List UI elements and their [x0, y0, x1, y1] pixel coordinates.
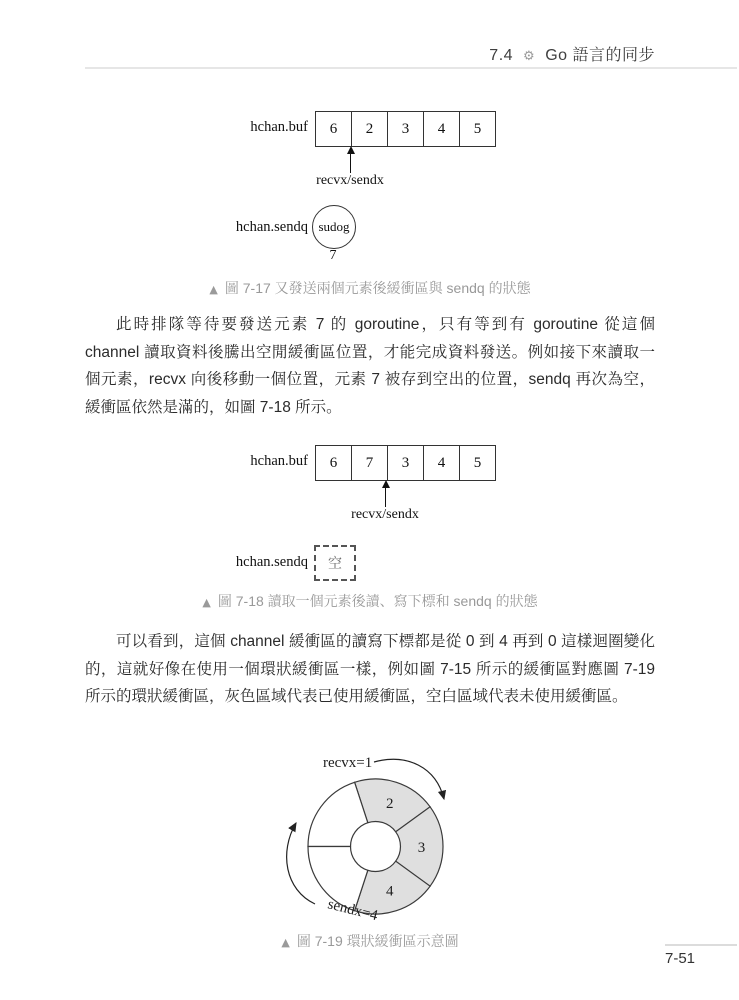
- triangle-icon: ▲: [281, 936, 290, 949]
- triangle-icon: ▲: [202, 596, 211, 609]
- sendq-label: hchan.sendq: [235, 554, 308, 570]
- buffer-cell: 6: [315, 111, 352, 147]
- sudog-value: 7: [329, 248, 337, 263]
- pointer-label: recvx/sendx: [351, 507, 419, 522]
- triangle-icon: ▲: [209, 283, 218, 296]
- sendq-empty-box: 空: [314, 545, 356, 581]
- caption-text: 圖 7-17 又發送兩個元素後緩衝區與 sendq 的狀態: [224, 280, 531, 296]
- recvx-label: recvx=1: [323, 755, 373, 771]
- figure-caption: [85, 931, 655, 951]
- ring-buffer-diagram: [255, 748, 495, 928]
- buffer-cell: 5: [459, 111, 496, 147]
- sudog-node: sudog: [312, 205, 356, 249]
- footer-rule: [665, 944, 737, 946]
- caption-text: 圖 7-18 讀取一個元素後讀、寫下標和 sendq 的狀態: [217, 593, 538, 609]
- pointer-label: recvx/sendx: [316, 173, 384, 188]
- figure-caption: [85, 591, 655, 611]
- gear-icon: ⚙: [523, 49, 536, 64]
- buffer-label: hchan.buf: [250, 453, 308, 469]
- ring-segment-label: 2: [385, 796, 394, 812]
- section-number: 7.4: [489, 47, 514, 64]
- ring-segment-label: 4: [385, 883, 394, 900]
- pointer-arrow-icon: [350, 146, 351, 173]
- header-rule: [85, 67, 737, 69]
- buffer-cell: 7: [351, 445, 388, 481]
- buffer-cell: 5: [459, 445, 496, 481]
- buffer-cells: [315, 445, 496, 481]
- buffer-cell: 4: [423, 111, 460, 147]
- caption-text: 圖 7-19 環狀緩衝區示意圖: [296, 933, 459, 949]
- buffer-cells: [315, 111, 496, 147]
- ring-segment-label: 3: [417, 840, 426, 856]
- sendq-label: hchan.sendq: [235, 219, 308, 235]
- figure-caption: [85, 278, 655, 298]
- body-paragraph: 可以看到，這個 channel 緩衝區的讀寫下標都是從 0 到 4 再到 0 這樣迴圈變化的，這就好像在使用一個環狀緩衝區一樣，例如圖 7-15 所示的緩衝區對應圖 7-19 所示的環狀緩衝區，灰色區域代表已使用緩衝區，空白區域代表未使用緩衝區。: [85, 633, 655, 705]
- buffer-cell: 3: [387, 111, 424, 147]
- chapter-title: Go 語言的同步: [545, 47, 655, 64]
- pointer-arrow-icon: [385, 480, 386, 507]
- body-paragraph: 此時排隊等待要發送元素 7 的 goroutine，只有等到有 goroutine 從這個 channel 讀取資料後騰出空閒緩衝區位置，才能完成資料發送。例如接下來讀取一個元素，recvx 向後移動一個位置，元素 7 被存到空出的位置，sendq 再次為空，緩衝區依然是滿的，如圖 7-18 所示。: [85, 316, 655, 416]
- page-number: 7-51: [665, 950, 696, 967]
- running-header: [85, 42, 655, 65]
- buffer-label: hchan.buf: [250, 119, 308, 135]
- buffer-cell: 4: [423, 445, 460, 481]
- sendx-label: sendx=4: [326, 896, 380, 925]
- buffer-cell: 6: [315, 445, 352, 481]
- buffer-cell: 3: [387, 445, 424, 481]
- buffer-cell: 2: [351, 111, 388, 147]
